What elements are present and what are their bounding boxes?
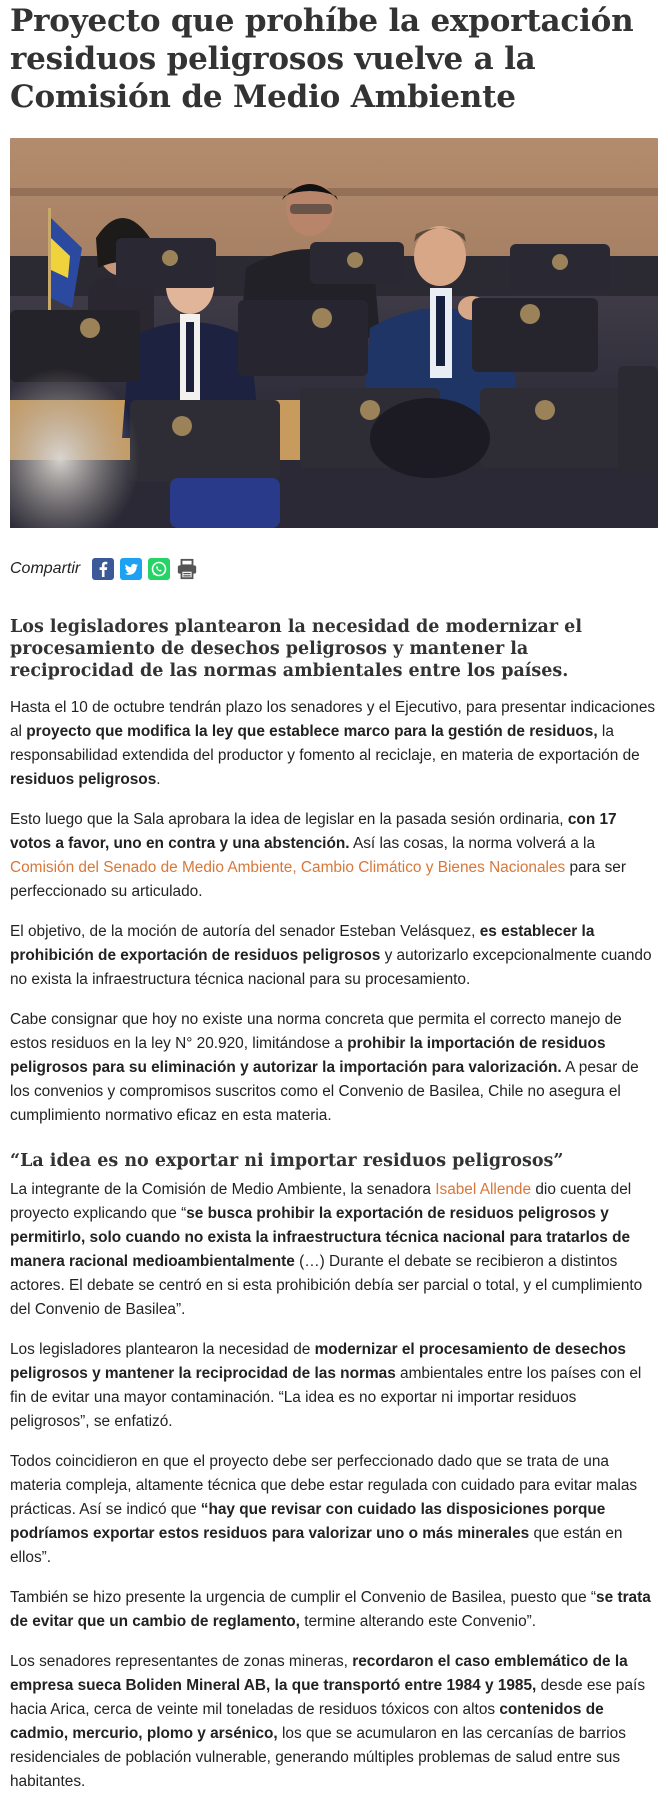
article-title: Proyecto que prohíbe la exportación residuos peligrosos vuelve a la Comisión de Medio Ambiente	[10, 3, 634, 115]
paragraph-2: Esto luego que la Sala aprobara la idea de legislar en la pasada sesión ordinaria, con 17 votos a favor, uno en contra y una abstención. Así las cosas, la norma volverá a la Comisión del Senado de Medio Ambiente, Cambio Climático y Bienes Nacionales para ser perfeccionado su articulado.	[10, 811, 626, 900]
paragraph-1: Hasta el 10 de octubre tendrán plazo los senadores y el Ejecutivo, para presentar indicaciones al proyecto que modifica la ley que establece marco para la gestión de residuos, la responsabilidad extendida del productor y fomento al reciclaje, en materia de exportación de residuos peligrosos.	[10, 699, 656, 788]
paragraph-9: Los senadores representantes de zonas mineras, recordaron el caso emblemático de la empresa sueca Boliden Mineral AB, la que transportó entre 1984 y 1985, desde ese país hacia Arica, cerca de veinte mil toneladas de residuos tóxicos con altos contenidos de cadmio, mercurio, plomo y arsénico, los que se acumularon en las cercanías de barrios residenciales de población vulnerable, generando múltiples problemas de salud entre sus habitantes.	[10, 1653, 646, 1790]
paragraph-4: Cabe consignar que hoy no existe una norma concreta que permita el correcto manejo de estos residuos en la ley N° 20.920, limitándose a prohibir la importación de residuos peligrosos para su eliminación y autorizar la importación para valorización. A pesar de los convenios y compromisos suscritos como el Convenio de Basilea, Chile no asegura el cumplimiento normativo eficaz en esta materia.	[10, 1011, 639, 1124]
hero-image	[10, 138, 658, 528]
article	[0, 2, 668, 1794]
commission-link[interactable]: Comisión del Senado de Medio Ambiente, Cambio Climático y Bienes Nacionales	[10, 859, 566, 876]
paragraph-7: Todos coincidieron en que el proyecto debe ser perfeccionado dado que se trata de una materia compleja, altamente técnica que debe estar regulada con cuidado para evitar malas prácticas. Así se indicó que “hay que revisar con cuidado las disposiciones porque podríamos exportar estos residuos para valorizar uno o más minerales que están en ellos”.	[10, 1453, 638, 1566]
share-label: Compartir	[10, 560, 81, 577]
share-bar	[10, 556, 658, 582]
twitter-icon[interactable]	[120, 558, 142, 580]
article-lead: Los legisladores plantearon la necesidad de modernizar el procesamiento de desechos peligrosos y mantener la reciprocidad de las normas ambientales entre los países.	[10, 617, 582, 681]
paragraph-5: La integrante de la Comisión de Medio Ambiente, la senadora Isabel Allende dio cuenta del proyecto explicando que “se busca prohibir la exportación de residuos peligrosos y permitirlo, solo cuando no exista la infraestructura técnica nacional para tratarlos de manera racional medioambientalmente (…) Durante el debate se recibieron a distintos actores. El debate se centró en si esta prohibición debía ser parcial o total, y el cumplimiento del Convenio de Basilea”.	[10, 1181, 643, 1318]
print-icon[interactable]	[176, 558, 198, 580]
paragraph-3: El objetivo, de la moción de autoría del senador Esteban Velásquez, es establecer la prohibición de exportación de residuos peligrosos y autorizarlo excepcionalmente cuando no exista la infraestructura técnica nacional para su procesamiento.	[10, 923, 652, 988]
paragraph-8: También se hizo presente la urgencia de cumplir el Convenio de Basilea, puesto que “se trata de evitar que un cambio de reglamento, termine alterando este Convenio”.	[10, 1589, 651, 1630]
paragraph-6: Los legisladores plantearon la necesidad de modernizar el procesamiento de desechos peligrosos y mantener la reciprocidad de las normas ambientales entre los países con el fin de evitar una mayor contaminación. “La idea es no exportar ni importar residuos peligrosos”, se enfatizó.	[10, 1341, 642, 1430]
article-subheading: “La idea es no exportar ni importar residuos peligrosos”	[10, 1151, 564, 1171]
whatsapp-icon[interactable]	[148, 558, 170, 580]
facebook-icon[interactable]	[92, 558, 114, 580]
senator-link[interactable]: Isabel Allende	[435, 1181, 532, 1198]
